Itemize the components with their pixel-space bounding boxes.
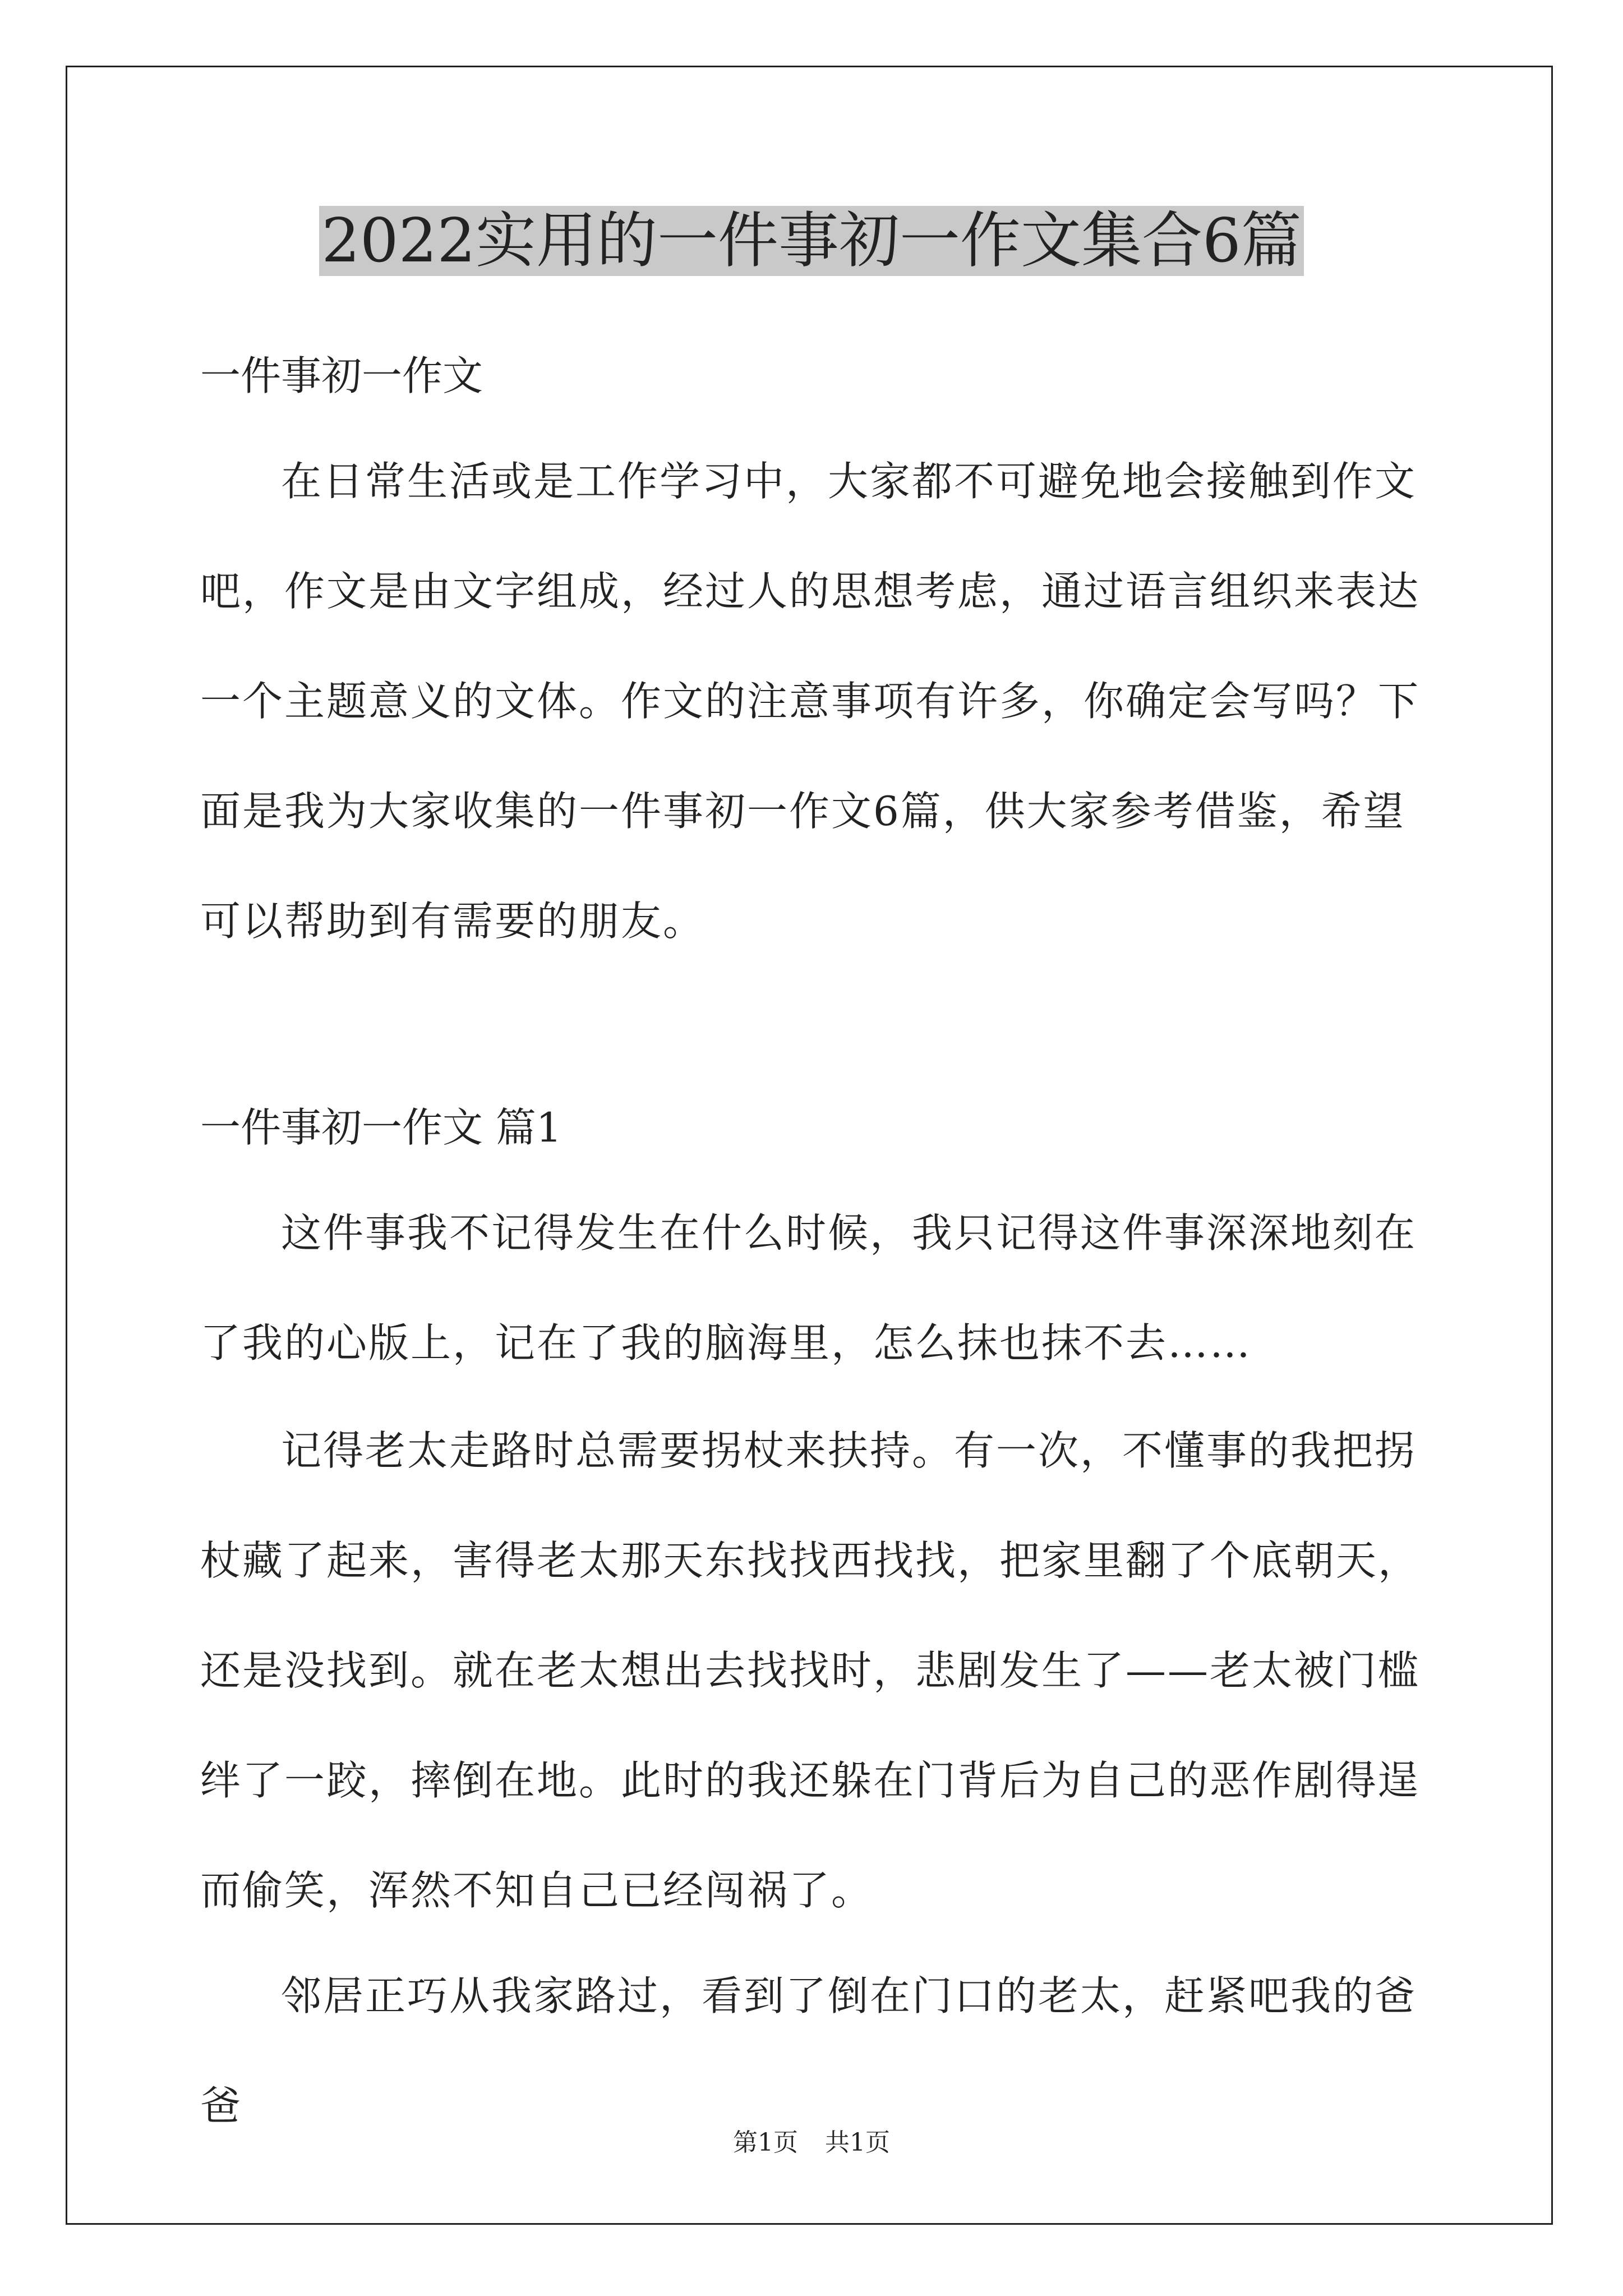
page-footer bbox=[0, 2126, 1623, 2160]
body-paragraph: 邻居正巧从我家路过，看到了倒在门口的老太，赶紧吧我的爸爸 bbox=[200, 1972, 1417, 2129]
intro-paragraph: 在日常生活或是工作学习中，大家都不可避免地会接触到作文吧，作文是由文字组成，经过人的思想考虑，通过语言组织来表达一个主题意义的文体。作文的注意事项有许多，你确定会写吗？下面是我为大家收集的一件事初一作文6篇，供大家参考借鉴，希望可以帮助到有需要的朋友。 bbox=[200, 458, 1421, 945]
section-heading: 一件事初一作文 篇1 bbox=[200, 1104, 562, 1151]
document-title-text: 2022实用的一件事初一作文集合6篇 bbox=[319, 206, 1304, 276]
intro-heading: 一件事初一作文 bbox=[200, 352, 483, 399]
body-paragraph: 记得老太走路时总需要拐杖来扶持。有一次，不懂事的我把拐杖藏了起来，害得老太那天东找找西找找，把家里翻了个底朝天，还是没找到。就在老太想出去找找时，悲剧发生了——老太被门槛绊了一跤，摔倒在地。此时的我还躲在门背后为自己的恶作剧得逞而偷笑，浑然不知自己已经闯祸了。 bbox=[200, 1427, 1421, 1914]
document-title bbox=[0, 202, 1623, 280]
page-total: 共1页 bbox=[825, 2128, 890, 2157]
page-number: 第1页 bbox=[733, 2128, 798, 2157]
body-paragraph: 这件事我不记得发生在什么时候，我只记得这件事深深地刻在了我的心版上，记在了我的脑海里，怎么抹也抹不去…… bbox=[200, 1209, 1417, 1366]
